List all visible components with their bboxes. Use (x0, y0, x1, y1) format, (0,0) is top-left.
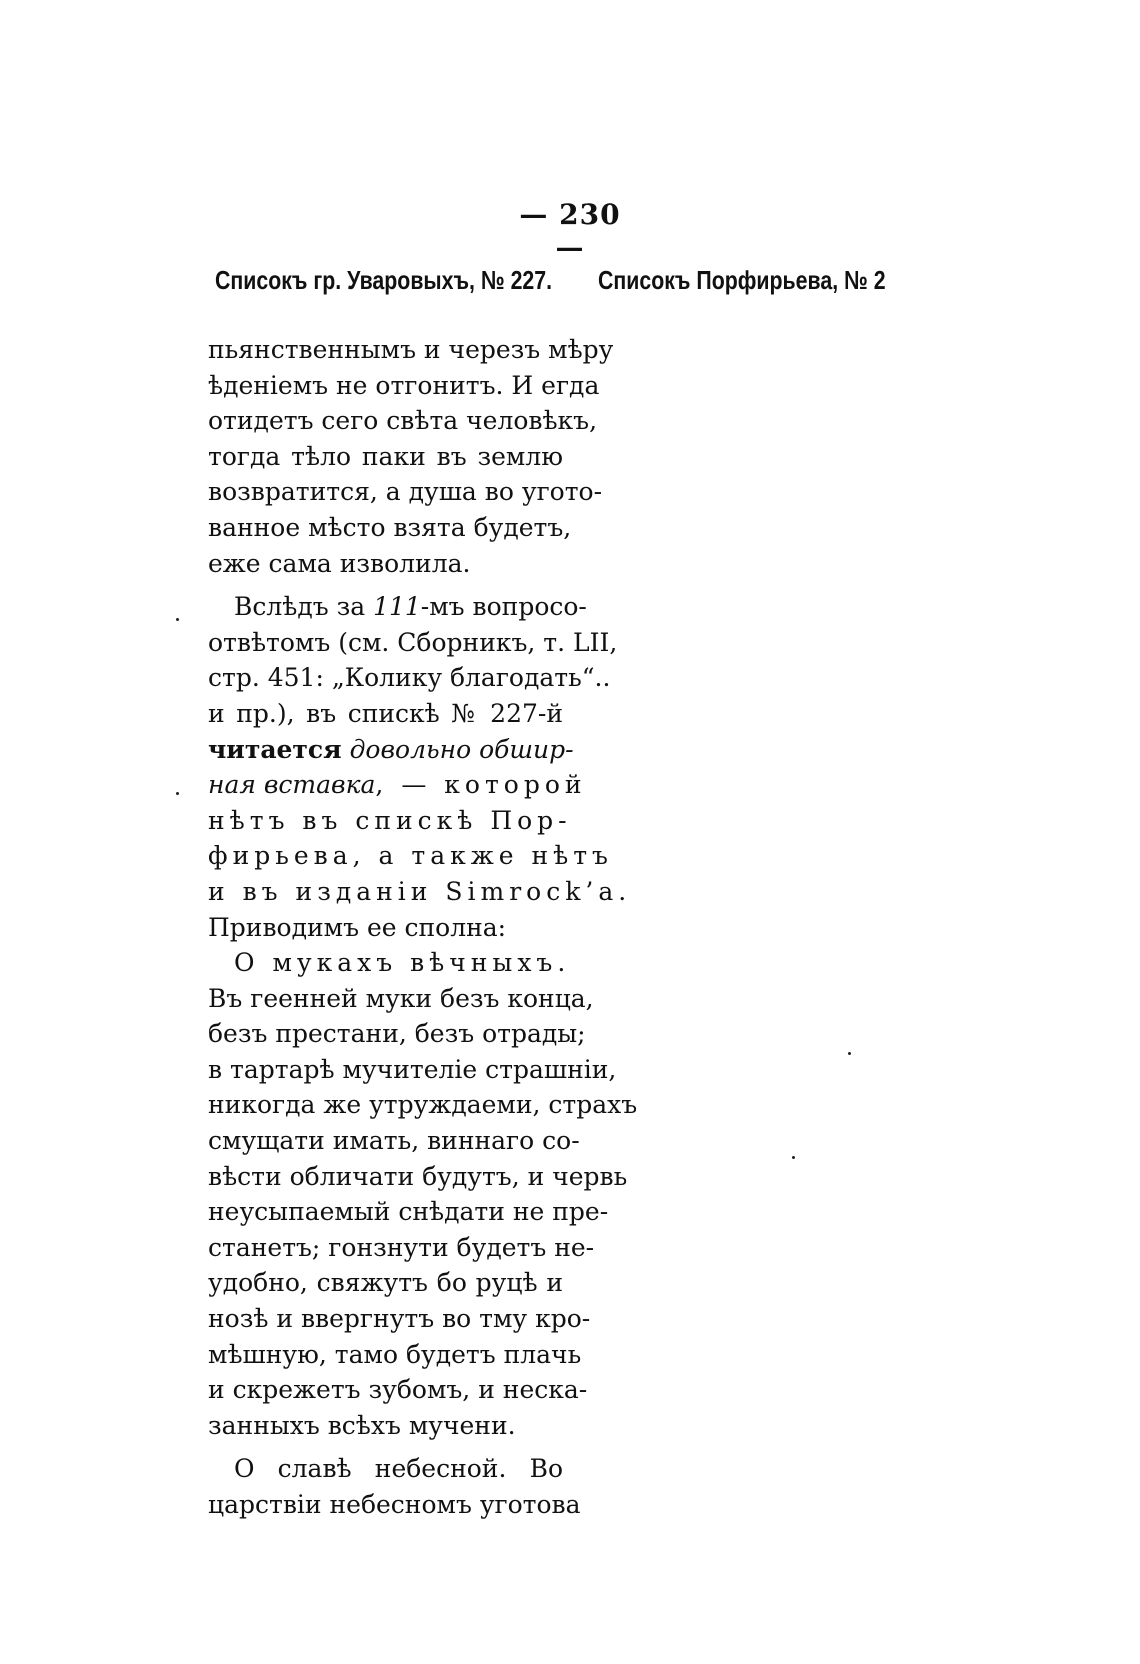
text-line: станетъ; гонзнути будетъ не- (208, 1232, 595, 1262)
text-line: царствіи небесномъ уготова (208, 1490, 581, 1519)
page-number: — 230 — (519, 198, 621, 264)
text-line: Въ геенней муки безъ конца, (208, 983, 594, 1013)
text-line: пьянственнымъ и черезъ мѣру (208, 335, 614, 364)
text-line: удобно, свяжутъ бо руцѣ и (208, 1268, 563, 1298)
text-line: и скрежетъ зубомъ, и неска- (208, 1375, 588, 1405)
text-fragment: читается (208, 734, 342, 764)
text-line: О мукахъ вѣчныхъ. (234, 948, 571, 978)
text-line (208, 732, 574, 768)
text-line (208, 767, 587, 803)
text-fragment: ная вставка (208, 770, 376, 800)
text-line: мѣшную, тамо будетъ плачь (208, 1339, 582, 1369)
text-line: еже сама изволила. (208, 548, 471, 578)
text-line: занныхъ всѣхъ мучени. (208, 1410, 516, 1440)
text-line (208, 589, 587, 625)
text-line: фирьева, а также нѣтъ (208, 841, 613, 871)
text-line: О славѣ небесной. Во (234, 1454, 563, 1484)
print-speck (848, 1052, 851, 1055)
text-fragment: -мъ вопросо- (420, 592, 587, 622)
text-line: в тартарѣ мучителіе страшніи, (208, 1054, 617, 1084)
column-header-right: Списокъ Порфирьева, № 2 (598, 265, 886, 295)
text-line: возвратится, а душа во угото- (208, 477, 603, 507)
text-line: Приводимъ ее сполна: (208, 912, 507, 942)
text-fragment: довольно обшир- (349, 734, 574, 764)
text-line: смущати имать, виннаго со- (208, 1126, 580, 1156)
text-fragment: Вслѣдъ за (234, 592, 374, 622)
text-line: стр. 451: „Колику благодать“.. (208, 663, 611, 693)
text-line: неусыпаемый снѣдати не пре- (208, 1197, 609, 1227)
text-line: отвѣтомъ (см. Сборникъ, т. LII, (208, 627, 618, 657)
text-line: нозѣ и ввергнутъ во тму кро- (208, 1304, 591, 1334)
text-line: и пр.), въ спискѣ № 227-й (208, 698, 563, 728)
text-line: и въ изданіи Simrock’a. (208, 876, 632, 906)
text-line: нѣтъ въ спискѣ Пор- (208, 805, 572, 835)
text-line: отидетъ сего свѣта человѣкъ, (208, 406, 598, 436)
text-line: никогда же утруждаеми, страхъ (208, 1090, 638, 1120)
text-line: безъ престани, безъ отрады; (208, 1019, 586, 1049)
text-line: вѣсти обличати будутъ, и червь (208, 1161, 628, 1191)
print-speck (792, 1156, 795, 1159)
text-fragment: 111 (373, 592, 421, 622)
text-line: ванное мѣсто взята будетъ, (208, 512, 572, 542)
print-speck (176, 618, 179, 621)
text-line: тогда тѣло паки въ землю (208, 441, 563, 471)
print-speck (176, 792, 179, 795)
text-line: ѣденіемъ не отгонитъ. И егда (208, 370, 600, 400)
left-column-text (208, 332, 638, 1523)
column-header-left: Списокъ гр. Уваровыхъ, № 227. (215, 265, 553, 295)
text-fragment: , — которой (375, 770, 587, 800)
